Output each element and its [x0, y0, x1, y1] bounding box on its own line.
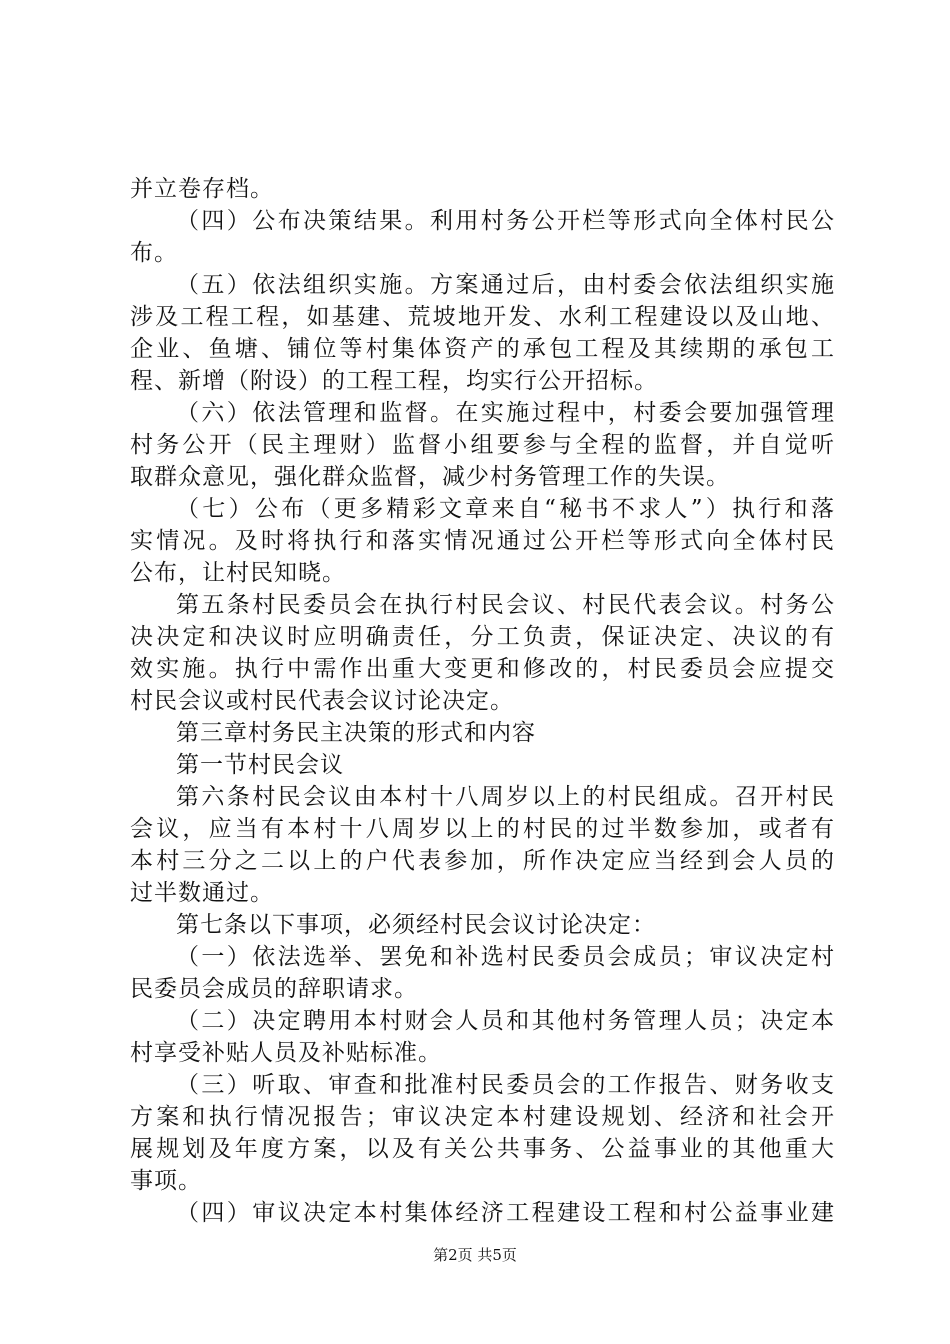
text-line: 会议，应当有本村十八周岁以上的村民的过半数参加，或者有	[130, 816, 835, 842]
text-line: 公布，让村民知晓。	[130, 560, 346, 586]
text-line: （六）依法管理和监督。在实施过程中，村委会要加强管理	[176, 400, 835, 426]
text-line: （一）依法选举、罢免和补选村民委员会成员；审议决定村	[176, 944, 835, 970]
text-line: 取群众意见，强化群众监督，减少村务管理工作的失误。	[130, 464, 730, 490]
text-line: （四）审议决定本村集体经济工程建设工程和村公益事业建	[176, 1200, 835, 1226]
text-line: 第三章村务民主决策的形式和内容	[176, 720, 536, 746]
text-line: 村务公开（民主理财）监督小组要参与全程的监督，并自觉听	[130, 432, 835, 458]
text-line: 第一节村民会议	[176, 752, 344, 778]
text-line: 事项。	[130, 1168, 202, 1194]
text-line: 第五条村民委员会在执行村民会议、村民代表会议。村务公	[176, 592, 835, 618]
text-line: 布。	[130, 240, 178, 266]
text-line: 本村三分之二以上的户代表参加，所作决定应当经到会人员的	[130, 848, 835, 874]
text-line: 过半数通过。	[130, 880, 274, 906]
text-line: 程、新增（附设）的工程工程，均实行公开招标。	[130, 368, 658, 394]
text-line: （四）公布决策结果。利用村务公开栏等形式向全体村民公	[176, 208, 835, 234]
text-line: 并立卷存档。	[130, 176, 274, 202]
text-line: 效实施。执行中需作出重大变更和修改的，村民委员会应提交	[130, 656, 835, 682]
text-line: 民委员会成员的辞职请求。	[130, 976, 418, 1002]
text-line: 决决定和决议时应明确责任，分工负责，保证决定、决议的有	[130, 624, 835, 650]
text-line: 第七条以下事项，必须经村民会议讨论决定：	[176, 912, 656, 938]
text-line: 村享受补贴人员及补贴标准。	[130, 1040, 442, 1066]
text-line: 村民会议或村民代表会议讨论决定。	[130, 688, 514, 714]
text-line: 实情况。及时将执行和落实情况通过公开栏等形式向全体村民	[130, 528, 835, 554]
text-line: 第六条村民会议由本村十八周岁以上的村民组成。召开村民	[176, 784, 835, 810]
document-body	[130, 173, 835, 1229]
text-line: 企业、鱼塘、铺位等村集体资产的承包工程及其续期的承包工	[130, 336, 835, 362]
text-line: （三）听取、审查和批准村民委员会的工作报告、财务收支	[176, 1072, 835, 1098]
text-line: 涉及工程工程，如基建、荒坡地开发、水利工程建设以及山地、	[130, 304, 835, 330]
text-line: （七）公布（更多精彩文章来自“秘书不求人”）执行和落	[176, 496, 835, 522]
text-line: （二）决定聘用本村财会人员和其他村务管理人员；决定本	[176, 1008, 835, 1034]
text-line: 方案和执行情况报告；审议决定本村建设规划、经济和社会开	[130, 1104, 835, 1130]
text-line: 展规划及年度方案，以及有关公共事务、公益事业的其他重大	[130, 1136, 835, 1162]
page-footer: 第2页 共5页	[433, 1246, 517, 1264]
text-line: （五）依法组织实施。方案通过后，由村委会依法组织实施	[176, 272, 835, 298]
